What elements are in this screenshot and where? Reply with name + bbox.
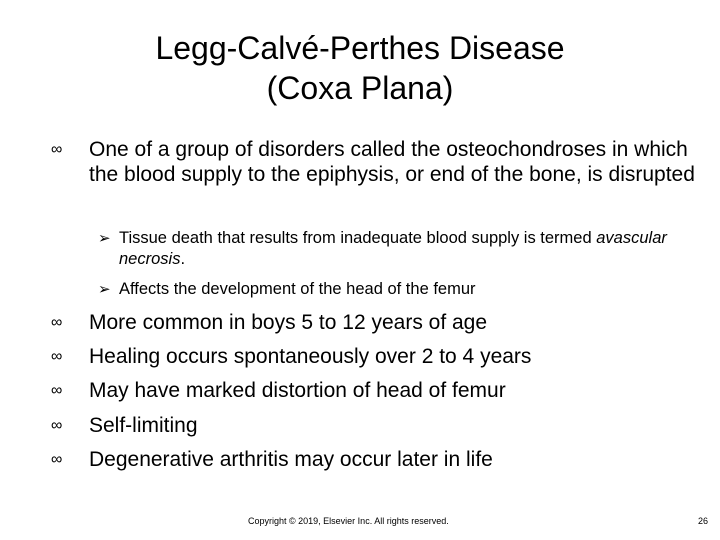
bullet-text: Healing occurs spontaneously over 2 to 4 years [89, 345, 532, 368]
bullet-item [51, 378, 699, 403]
arrow-bullet-icon: ➢ [98, 281, 111, 298]
sub-bullet-item [98, 228, 679, 270]
slide-title-line-2: (Coxa Plana) [266, 70, 454, 106]
slide-title [0, 28, 720, 108]
infinity-bullet-icon: ∞ [51, 451, 63, 468]
bullet-text: One of a group of disorders called the osteochondroses in which the blood supply to the epiphysis, or end of the bone, is disrupted [89, 138, 695, 186]
sub-bullet-item [98, 279, 679, 300]
slide-title-line-1: Legg-Calvé-Perthes Disease [155, 30, 565, 66]
emphasis-text: avascular necrosis [119, 229, 667, 268]
bullet-item [51, 310, 699, 335]
bullet-text: More common in boys 5 to 12 years of age [89, 311, 488, 334]
bullet-text: May have marked distortion of head of femur [89, 379, 506, 402]
infinity-bullet-icon: ∞ [51, 417, 63, 434]
bullet-item [51, 413, 699, 438]
bullet-item [51, 344, 699, 369]
bullet-item [51, 447, 699, 472]
page-number: 26 [697, 516, 708, 526]
infinity-bullet-icon: ∞ [51, 348, 63, 365]
bullet-item [51, 137, 699, 187]
footer-copyright: Copyright © 2019, Elsevier Inc. All rights reserved. [248, 516, 449, 526]
infinity-bullet-icon: ∞ [51, 141, 63, 158]
infinity-bullet-icon: ∞ [51, 314, 63, 331]
sub-bullet-text: Tissue death that results from inadequate blood supply is termed avascular necrosis. [119, 229, 667, 268]
arrow-bullet-icon: ➢ [98, 230, 111, 247]
bullet-text: Self-limiting [89, 414, 198, 437]
bullet-text: Degenerative arthritis may occur later in life [89, 448, 493, 471]
infinity-bullet-icon: ∞ [51, 382, 63, 399]
sub-bullet-text: Affects the development of the head of the femur [119, 280, 476, 298]
